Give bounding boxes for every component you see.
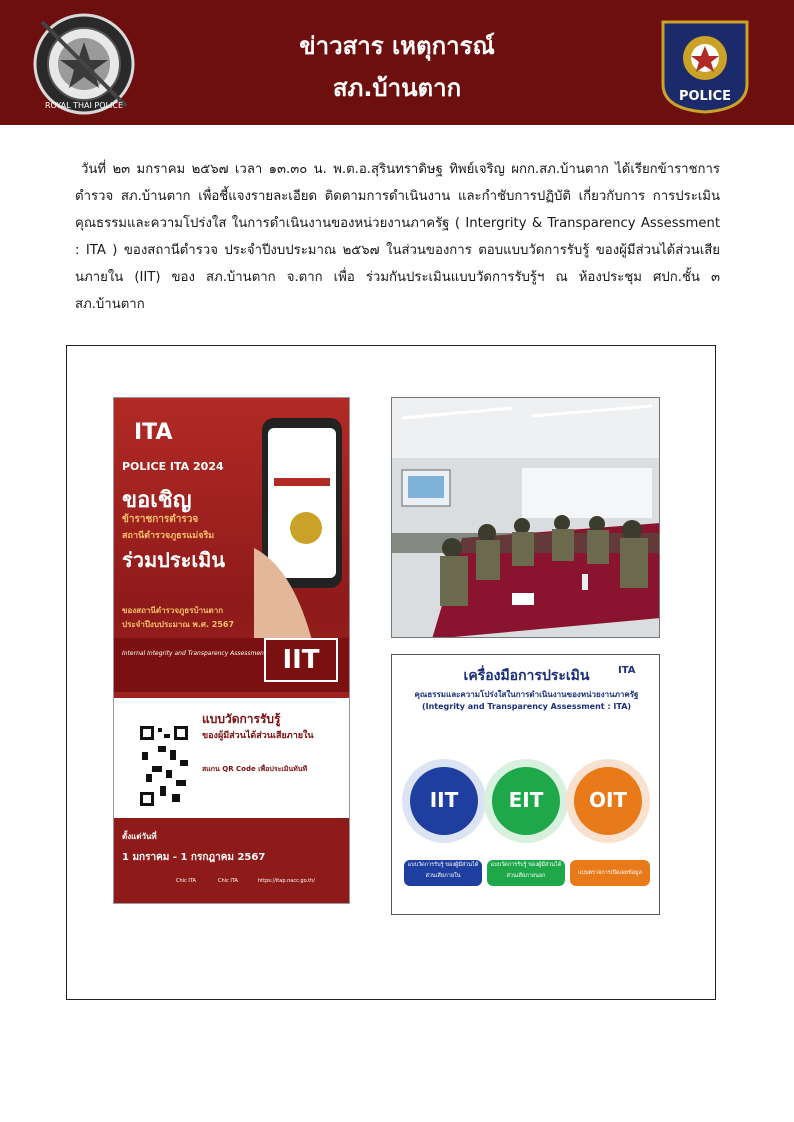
poster-headline4: ร่วมประเมิน (122, 548, 226, 572)
eit-caption: แบบวัดการรับรู้ ของผู้มีส่วนได้ส่วนเสียภายนอก (487, 860, 565, 886)
ita-card-logo: ITA (618, 665, 636, 676)
ita-poster (113, 397, 350, 904)
header-title-line1: ข่าวสาร เหตุการณ์ (299, 32, 495, 60)
poster-headline6: ประจำปีงบประมาณ พ.ศ. 2567 (122, 620, 235, 629)
poster-headline5: ของสถานีตำรวจภูธรบ้านตาก (122, 606, 224, 615)
oit-caption: แบบตรวจการเปิดเผยข้อมูลสาธารณะ (570, 860, 650, 886)
poster-headline2: ข้าราชการตำรวจ (122, 514, 199, 525)
poster-band-text: Internal Integrity and Transparency Assessment (122, 650, 267, 657)
header-title-line2: สภ.บ้านตาก (332, 74, 462, 102)
meeting-photo (391, 397, 660, 638)
poster-footer3: https://itap.nacc.go.th/ (258, 878, 315, 884)
oit-label: OIT (588, 788, 628, 812)
poster-headline1: ขอเชิญ (122, 488, 192, 513)
iit-label: IIT (429, 788, 459, 812)
eit-label: EIT (508, 788, 544, 812)
poster-footer2: Chic ITA (218, 878, 238, 884)
ita-card-title: เครื่องมือการประเมิน (463, 668, 590, 684)
poster-measure2: ของผู้มีส่วนได้ส่วนเสียภายใน (202, 731, 314, 741)
ita-card-subtitle2: (Integrity and Transparency Assessment : ITA) (421, 702, 632, 711)
poster-scan: สแกน QR Code เพื่อประเมินทันที (202, 765, 308, 773)
article-body: วันที่ ๒๓ มกราคม ๒๕๖๗ เวลา ๑๓.๓๐ น. พ.ต.อ.สุรินทราดิษฐ ทิพย์เจริญ ผกก.สภ.บ้านตาก ได้เรียกข้าราชการตำรวจ สภ.บ้านตาก เพื่อชี้แจงรายละเอียด ติดตามการดำเนินงาน และกำชับการปฏิบัติ เกี่ยวกับการ การประเมินคุณธรรมและความโปร่งใส ในการดำเนินงานของหน่วยงานภาครัฐ ( Intergrity & Transparency Assessment : ITA ) ของสถานีตำรวจ ประจำปีงบประมาณ ๒๕๖๗ ในส่วนของการ ตอบแบบวัดการรับรู้ ของผู้มีส่วนได้ส่วนเสียนภายใน (IIT) ของ สภ.บ้านตาก จ.ตาก เพื่อ ร่วมกันประเมินแบบวัดการรับรู้ฯ ณ ห้องประชุม ศปก.ชั้น ๓ สภ.บ้านตาก (75, 162, 720, 312)
poster-start: ตั้งแต่วันที่ (122, 832, 157, 841)
left-logo-text: ROYAL THAI POLICE (44, 101, 124, 110)
poster-headline3: สถานีตำรวจภูธรแม่จริม (122, 531, 215, 541)
police-badge-icon (655, 14, 755, 114)
poster-measure1: แบบวัดการรับรู้ (202, 712, 281, 726)
iit-caption: แบบวัดการรับรู้ ของผู้มีส่วนได้ส่วนเสียภายใน (404, 860, 482, 886)
poster-badge: POLICE ITA 2024 (122, 460, 224, 473)
poster-iit: IIT (264, 638, 338, 682)
meeting-room-image (392, 398, 660, 638)
ita-card-subtitle1: คุณธรรมและความโปร่งใสในการดำเนินงานของหน่วยงานภาครัฐ (414, 690, 639, 699)
poster-logo: ITA (134, 420, 173, 445)
ita-tools-card (391, 654, 660, 915)
right-logo-text: POLICE (678, 89, 732, 104)
poster-footer1: Chic ITA (176, 878, 196, 884)
page-header (0, 0, 794, 125)
phone-icon (254, 418, 349, 658)
poster-dates: 1 มกราคม - 1 กรกฎาคม 2567 (122, 852, 266, 863)
qr-code-icon (138, 724, 190, 808)
